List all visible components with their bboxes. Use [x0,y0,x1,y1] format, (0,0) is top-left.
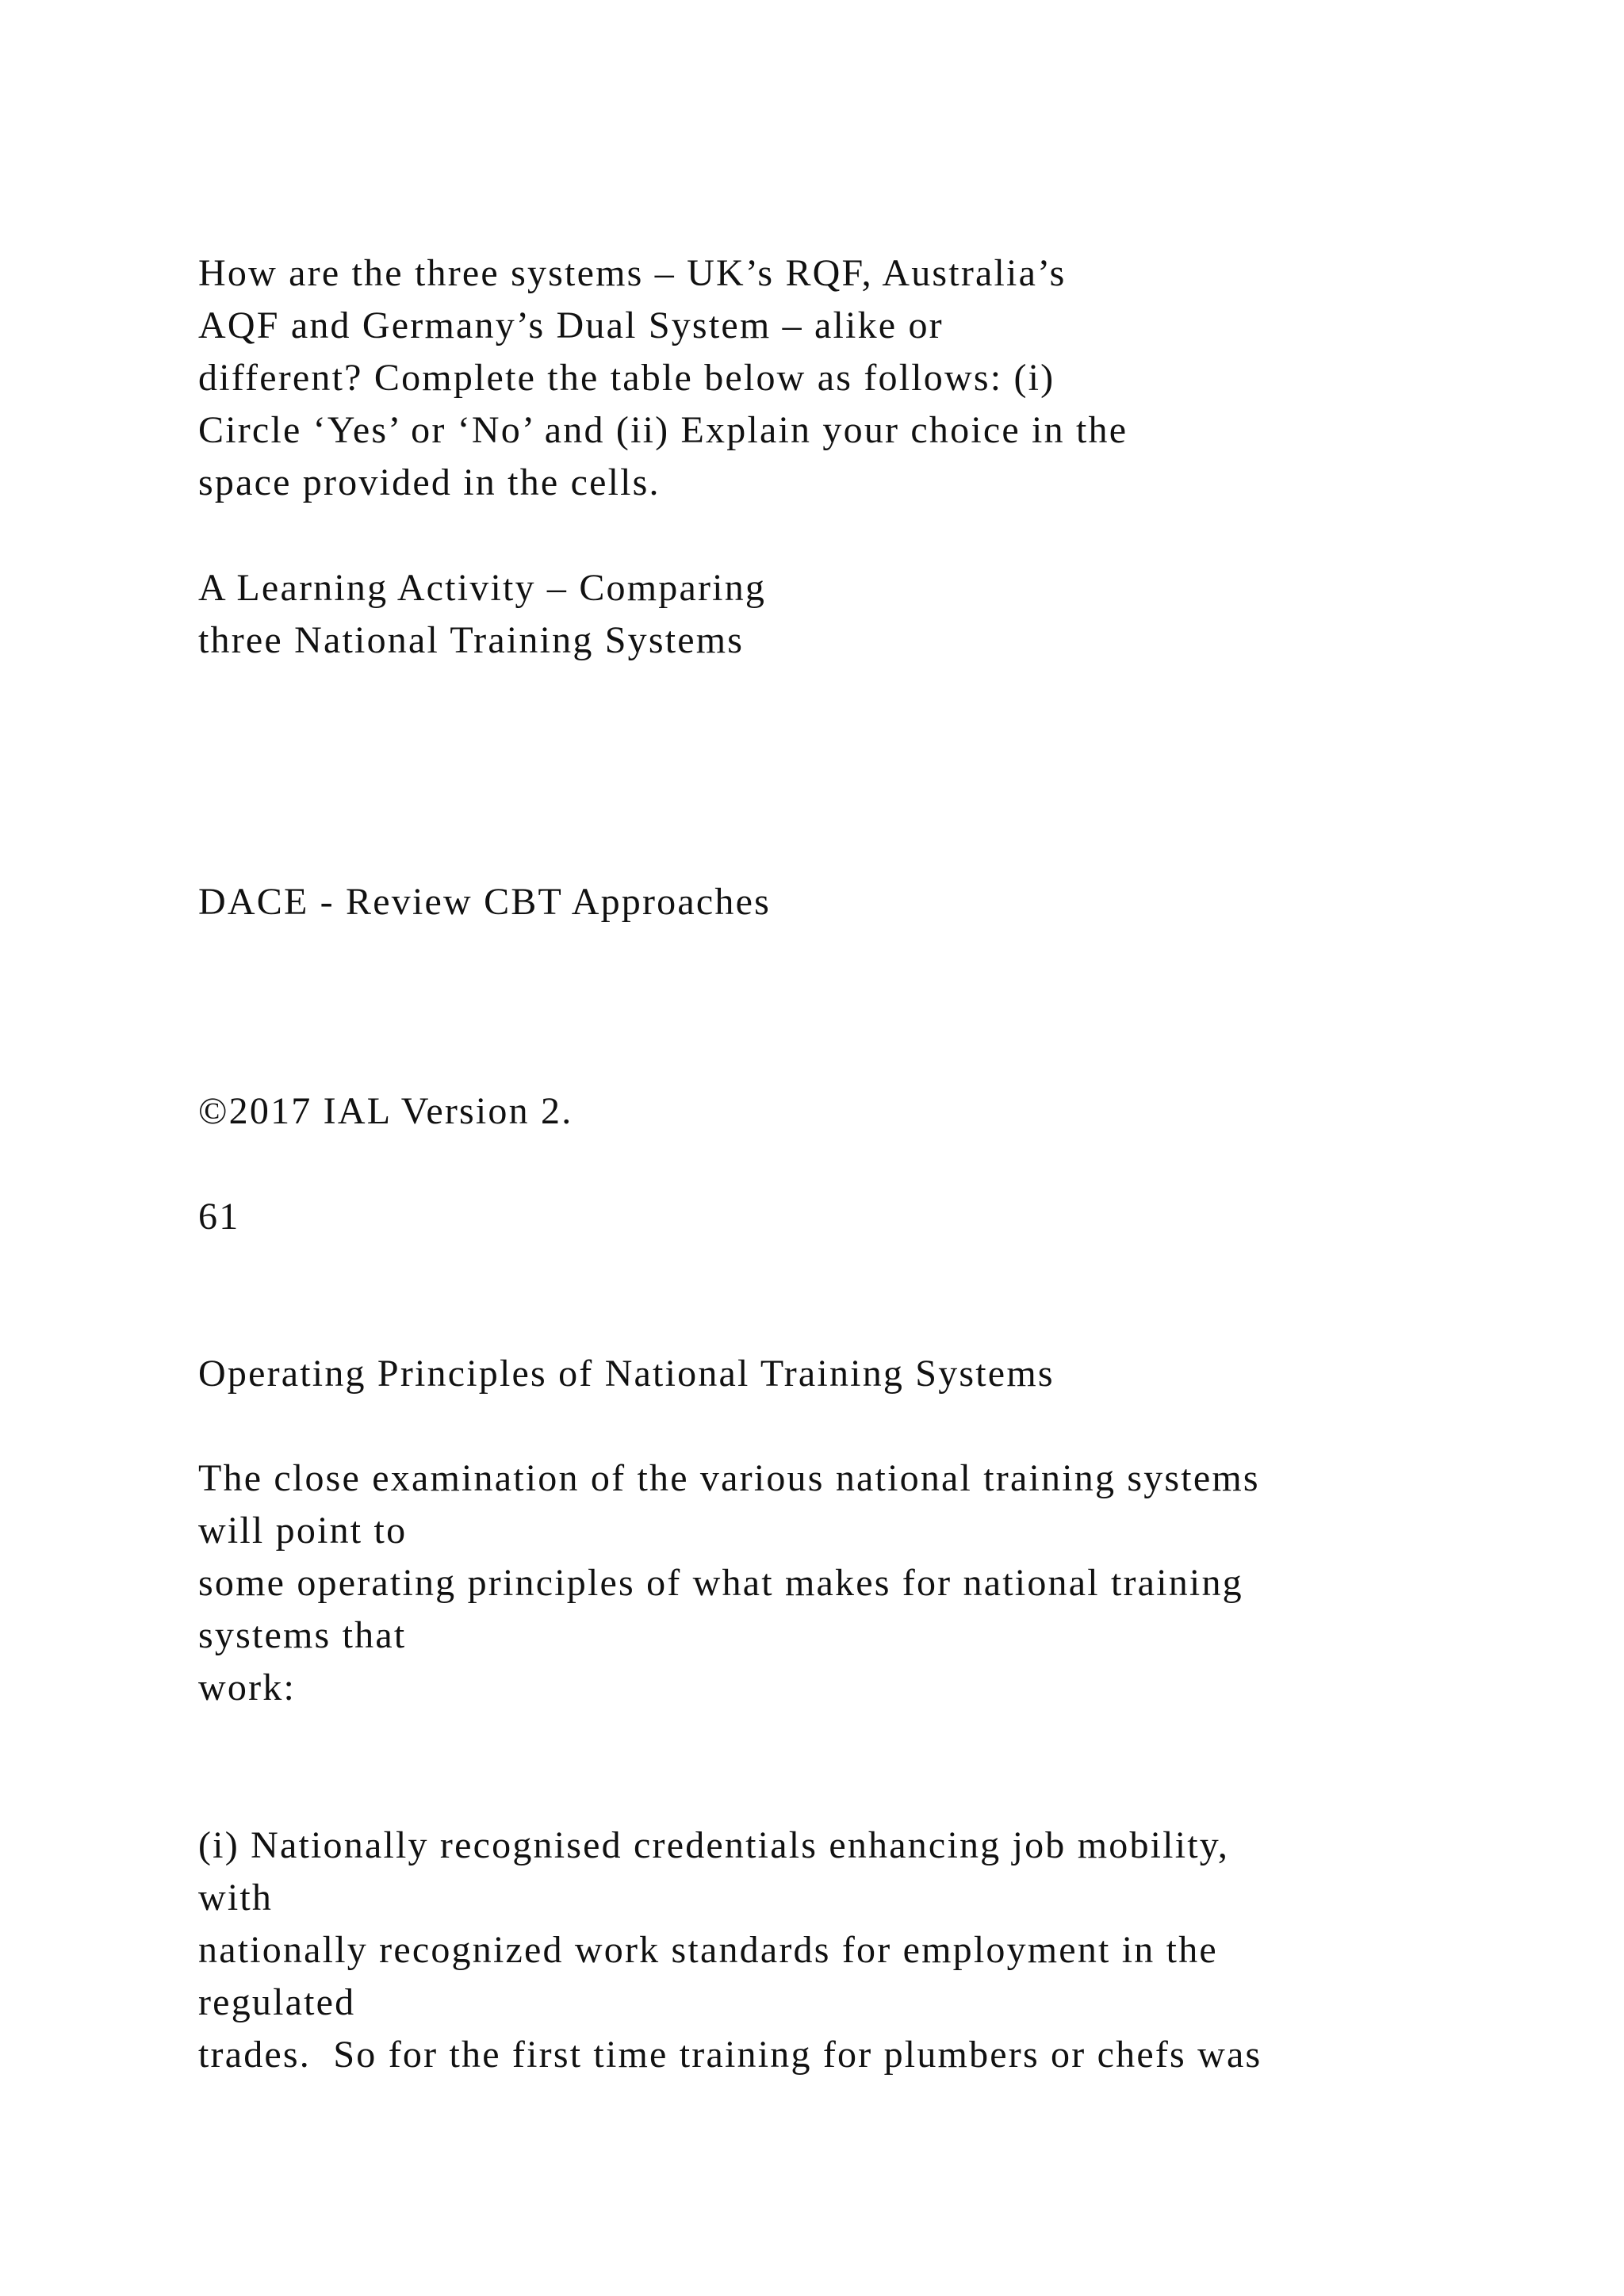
principle-one-paragraph [198,1820,1499,2081]
copyright-footer [198,1085,1499,1138]
question-paragraph [198,247,1499,509]
activity-title-line: A Learning Activity – Comparing [198,567,767,609]
section-heading-block [198,1348,1499,1400]
intro-line: systems that [198,1614,407,1656]
intro-line: will point to [198,1510,408,1552]
question-line: space provided in the cells. [198,461,661,503]
principle-line: with [198,1877,274,1919]
intro-line: some operating principles of what makes for national training [198,1562,1243,1604]
principle-line: (i) Nationally recognised credentials enhancing job mobility, [198,1824,1230,1866]
course-footer [198,876,1499,928]
question-line: different? Complete the table below as follows: (i) [198,357,1055,399]
activity-title-line: three National Training Systems [198,619,745,661]
copyright-text: ©2017 IAL Version 2. [198,1090,573,1132]
page-number: 61 [198,1196,240,1238]
page-number-block [198,1191,1499,1243]
question-line: How are the three systems – UK’s RQF, Australia’s [198,252,1067,294]
intro-line: work: [198,1667,296,1709]
principle-line: regulated [198,1981,356,2023]
question-line: Circle ‘Yes’ or ‘No’ and (ii) Explain your choice in the [198,409,1128,451]
intro-paragraph [198,1452,1499,1714]
section-heading: Operating Principles of National Training Systems [198,1353,1055,1395]
question-line: AQF and Germany’s Dual System – alike or [198,304,944,346]
principle-line: trades. So for the first time training for plumbers or chefs was [198,2034,1262,2076]
activity-title [198,562,1499,667]
intro-line: The close examination of the various national training systems [198,1457,1260,1499]
principle-line: nationally recognized work standards for employment in the [198,1929,1218,1971]
course-name: DACE - Review CBT Approaches [198,881,771,923]
